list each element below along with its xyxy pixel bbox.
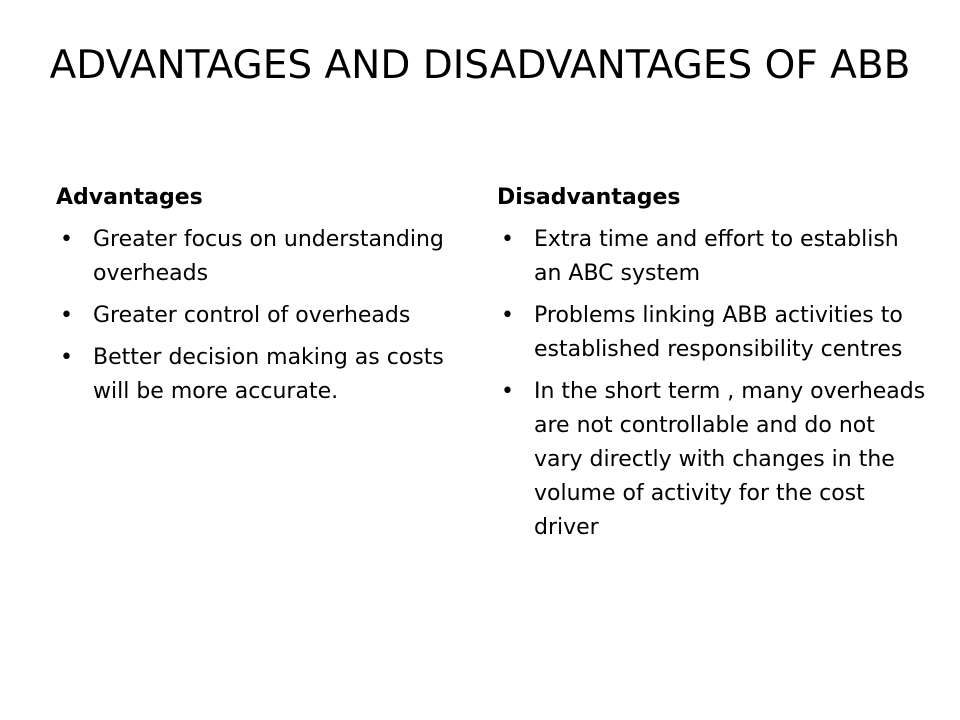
advantages-list — [56, 223, 486, 409]
bullet-icon: • — [501, 379, 514, 404]
disadvantages-list — [497, 223, 927, 545]
list-item-text: Greater focus on understanding overheads — [93, 227, 444, 286]
bullet-icon: • — [60, 345, 73, 370]
list-item-text: Problems linking ABB activities to established responsibility centres — [534, 303, 903, 362]
list-item — [56, 341, 486, 409]
list-item — [497, 299, 927, 367]
list-item-text: Extra time and effort to establish an ABC system — [534, 227, 899, 286]
list-item — [497, 375, 927, 545]
slide-title: ADVANTAGES AND DISADVANTAGES OF ABB — [49, 43, 911, 88]
advantages-column — [56, 183, 486, 417]
list-item — [497, 223, 927, 291]
list-item — [56, 223, 486, 291]
disadvantages-column — [497, 183, 927, 553]
bullet-icon: • — [501, 227, 514, 252]
advantages-heading: Advantages — [56, 185, 203, 210]
bullet-icon: • — [501, 303, 514, 328]
disadvantages-heading: Disadvantages — [497, 185, 681, 210]
bullet-icon: • — [60, 227, 73, 252]
list-item-text: In the short term , many overheads are not controllable and do not vary directly with changes in the volume of activity for the cost driver — [534, 379, 926, 540]
list-item-text: Greater control of overheads — [93, 303, 411, 328]
bullet-icon: • — [60, 303, 73, 328]
list-item — [56, 299, 486, 333]
list-item-text: Better decision making as costs will be more accurate. — [93, 345, 458, 404]
